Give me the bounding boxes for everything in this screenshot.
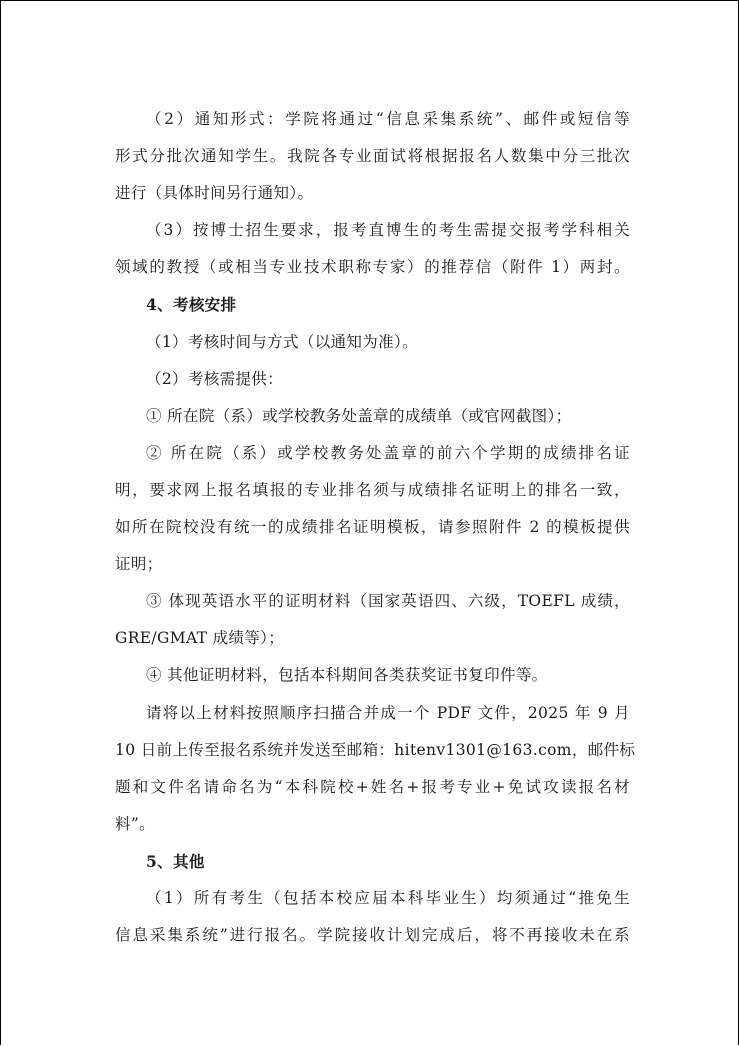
paragraph-line: 领域的教授（或相当专业技术职称专家）的推荐信（附件 1）两封。 [115, 258, 630, 277]
paragraph-line: （1）考核时间与方式（以通知为准）。 [146, 332, 418, 351]
paragraph-line: 题和文件名请命名为“本科院校+姓名+报考专业+免试攻读报名材 [115, 777, 630, 796]
paragraph-line: 形式分批次通知学生。我院各专业面试将根据报名人数集中分三批次 [115, 147, 630, 166]
list-item-1: ① 所在院（系）或学校教务处盖章的成绩单（或官网截图）； [146, 406, 572, 425]
paragraph-line: （1）所有考生（包括本校应届本科毕业生）均须通过“推免生 [146, 888, 630, 907]
list-item-4: ④ 其他证明材料，包括本科期间各类获奖证书复印件等。 [146, 666, 548, 685]
paragraph-line: 请将以上材料按照顺序扫描合并成一个 PDF 文件，2025 年 9 月 [146, 703, 630, 722]
paragraph-line: 料”。 [115, 814, 155, 833]
paragraph-line: 进行（具体时间另行通知）。 [115, 184, 314, 203]
section-heading-5: 5、其他 [146, 851, 205, 871]
document-body [115, 101, 636, 954]
paragraph-line: 明，要求网上报名填报的专业排名须与成绩排名证明上的排名一致， [115, 480, 630, 499]
section-heading-4: 4、考核安排 [146, 295, 237, 315]
paragraph-line: （2）考核需提供： [146, 369, 284, 388]
paragraph-line: 10 日前上传至报名系统并发送至邮箱：hitenv1301@163.com，邮件标 [115, 740, 636, 759]
paragraph-line: 如所在院校没有统一的成绩排名证明模板，请参照附件 2 的模板提供 [115, 518, 630, 537]
paragraph-line: （2）通知形式：学院将通过“信息采集系统”、邮件或短信等 [146, 110, 630, 128]
paragraph-line: GRE/GMAT 成绩等）； [115, 629, 285, 648]
paragraph-line: 信息采集系统”进行报名。学院接收计划完成后，将不再接收未在系 [115, 926, 630, 945]
paragraph-line: 证明； [115, 555, 163, 574]
list-item-3: ③ 体现英语水平的证明材料（国家英语四、六级，TOEFL 成绩， [146, 592, 630, 611]
paragraph-line: （3）按博士招生要求，报考直博生的考生需提交报考学科相关 [146, 221, 630, 240]
list-item-2: ② 所在院（系）或学校教务处盖章的前六个学期的成绩排名证 [146, 443, 630, 462]
